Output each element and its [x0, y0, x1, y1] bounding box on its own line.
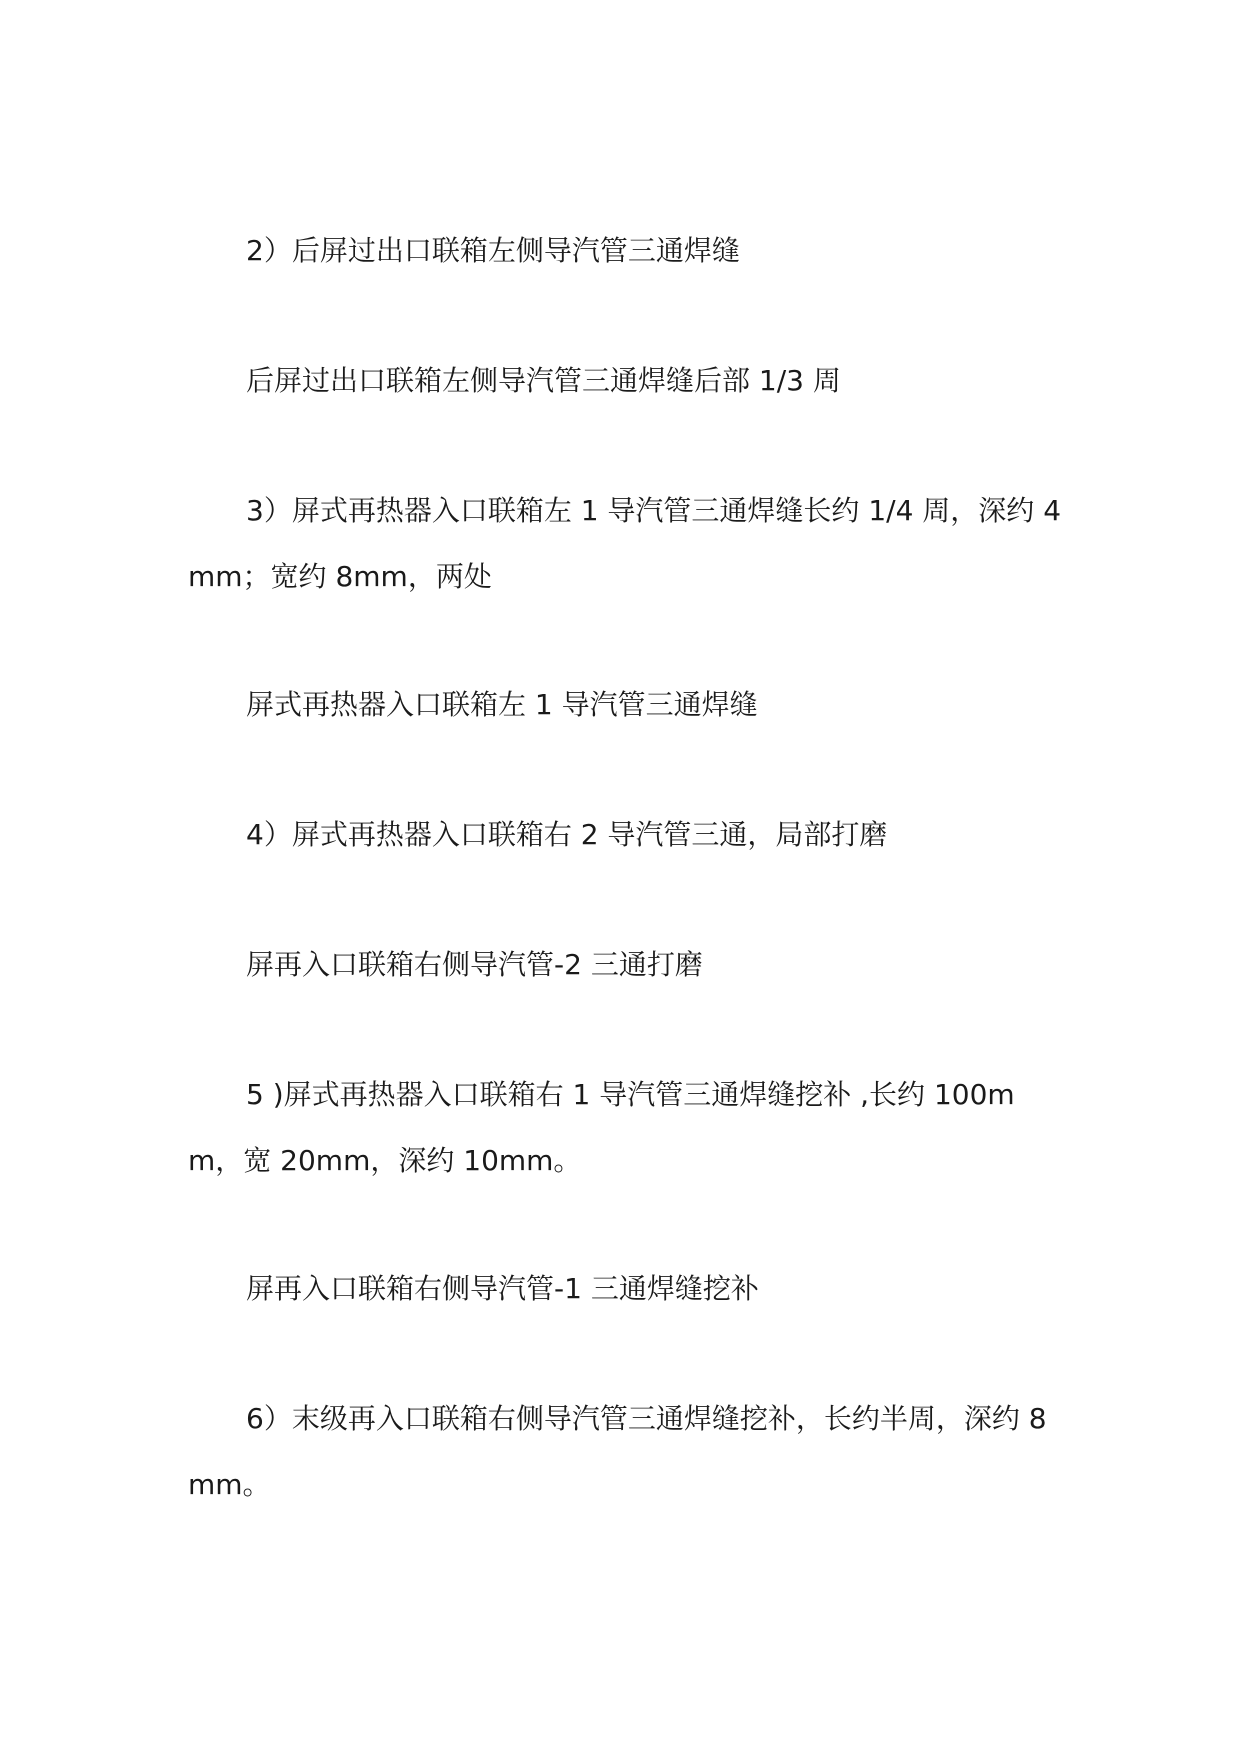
paragraph-item-3: 3）屏式再热器入口联箱左 1 导汽管三通焊缝长约 1/4 周，深约 4mm；宽约 8mm，两处 [188, 494, 1062, 593]
paragraph-item-2: 2）后屏过出口联箱左侧导汽管三通焊缝 [246, 234, 740, 267]
paragraph-item-4-caption: 屏再入口联箱右侧导汽管-2 三通打磨 [246, 948, 703, 981]
paragraph-item-5-caption: 屏再入口联箱右侧导汽管-1 三通焊缝挖补 [246, 1272, 759, 1305]
paragraph-item-4: 4）屏式再热器入口联箱右 2 导汽管三通，局部打磨 [246, 818, 888, 851]
paragraph-item-5: 5 )屏式再热器入口联箱右 1 导汽管三通焊缝挖补 ,长约 100mm，宽 20mm，深约 10mm。 [188, 1078, 1015, 1177]
paragraph-item-6: 6）末级再入口联箱右侧导汽管三通焊缝挖补，长约半周，深约 8mm。 [188, 1402, 1047, 1501]
paragraph-item-3-caption: 屏式再热器入口联箱左 1 导汽管三通焊缝 [246, 688, 758, 721]
paragraph-item-2-caption: 后屏过出口联箱左侧导汽管三通焊缝后部 1/3 周 [246, 364, 841, 397]
